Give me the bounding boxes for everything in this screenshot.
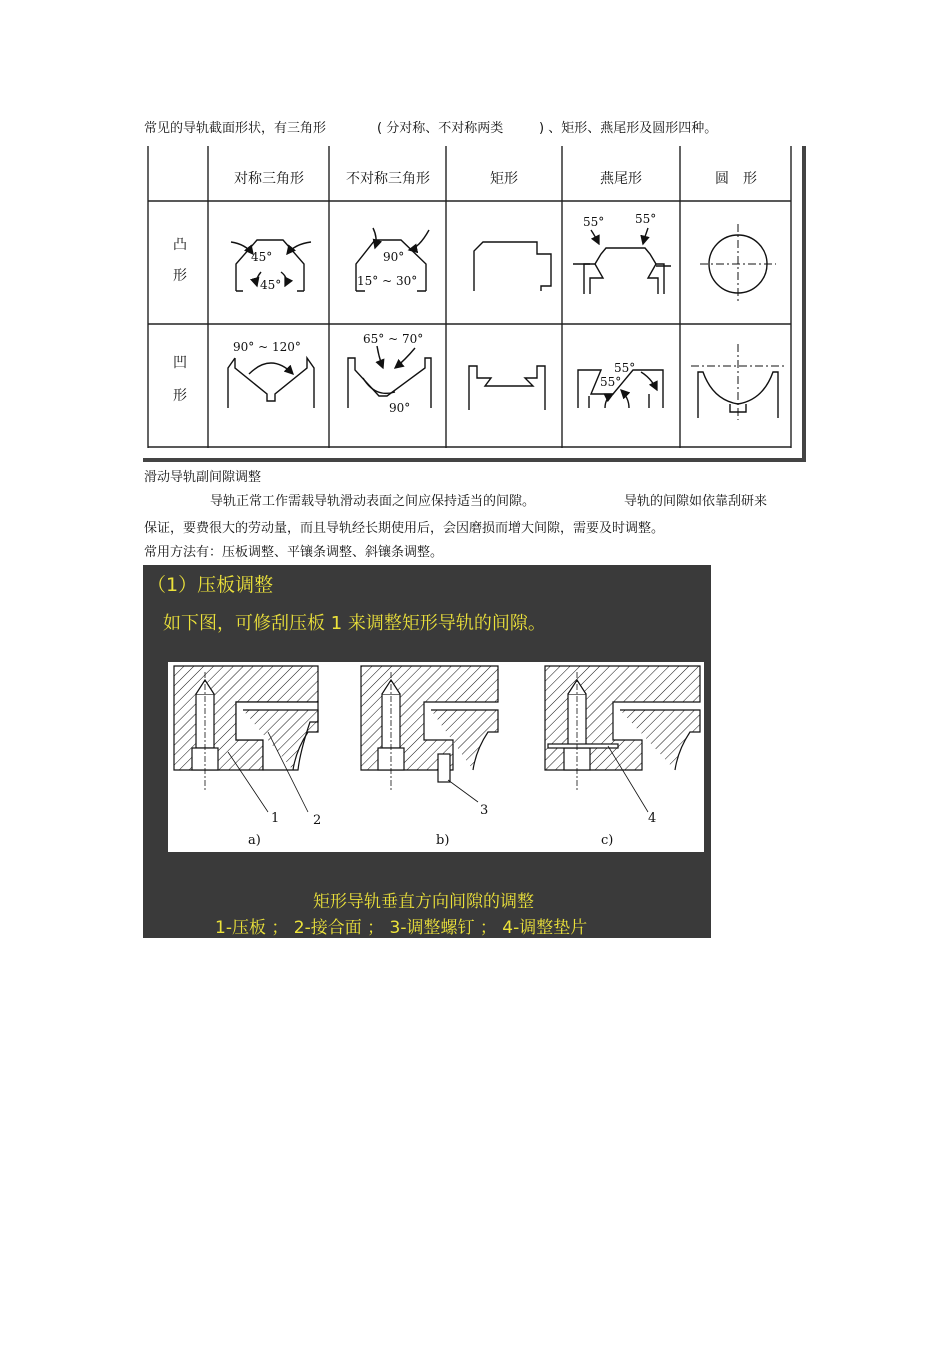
guide-rail-section-table	[143, 146, 806, 462]
row-label-concave-2: 形	[173, 388, 187, 404]
intro-text-2: ( 分对称、不对称两类	[377, 121, 504, 136]
angle-asym-concave-bottom: 90°	[389, 401, 411, 415]
section-table-drawing	[143, 146, 802, 458]
section-methods: 常用方法有：压板调整、平镶条调整、斜镶条调整。	[144, 545, 444, 560]
angle-asym-concave-top: 65° ~ 70°	[363, 332, 424, 346]
section-para-line1a: 导轨正常工作需载导轨滑动表面之间应保持适当的间隙。	[210, 494, 536, 509]
label-1: 1	[271, 811, 280, 826]
angle-sym-convex-top: 45°	[251, 250, 273, 264]
panel-b	[361, 666, 498, 802]
section-para-line2: 保证，要费很大的劳动量，而且导轨经长期使用后，会因磨损而增大间隙，需要及时调整。	[144, 521, 665, 536]
header-circle: 圆 形	[715, 171, 757, 187]
row-label-convex-1: 凸	[173, 237, 187, 253]
angle-sym-convex-bottom: 45°	[260, 278, 282, 292]
slide-title: （1）压板调整	[147, 574, 274, 596]
pressure-plate-drawing	[168, 662, 704, 852]
pressure-plate-slide	[143, 565, 711, 938]
circle-concave-shape	[691, 344, 785, 420]
label-4: 4	[648, 811, 657, 826]
row-label-convex-2: 形	[173, 268, 187, 284]
angle-asym-convex-bottom: 15° ~ 30°	[357, 274, 418, 288]
slide-subtitle: 如下图，可修刮压板 1 来调整矩形导轨的间隙。	[163, 613, 546, 634]
slide-caption-legend: 1-压板 ； 2-接合面 ； 3-调整螺钉 ； 4-调整垫片	[215, 918, 588, 938]
circle-convex-shape	[700, 224, 776, 304]
panel-a	[174, 666, 318, 812]
slide-figure	[168, 662, 704, 852]
row-label-concave-1: 凹	[173, 355, 187, 371]
label-2: 2	[313, 813, 322, 828]
sym-triangle-concave-shape	[228, 358, 314, 408]
caption-b: b)	[436, 833, 450, 848]
header-asym-triangle: 不对称三角形	[346, 171, 430, 187]
dovetail-convex-shape	[573, 228, 671, 294]
intro-text-3: ) 、矩形、燕尾形及圆形四种。	[539, 121, 718, 136]
label-3: 3	[480, 803, 489, 818]
section-heading: 滑动导轨副间隙调整	[144, 470, 262, 485]
rectangle-convex-shape	[474, 242, 551, 291]
asym-triangle-concave-shape	[348, 346, 431, 408]
angle-dovetail-convex-right: 55°	[635, 212, 657, 226]
caption-c: c)	[601, 833, 614, 848]
angle-dovetail-concave-left: 55°	[600, 375, 622, 389]
section-para-line1b: 导轨的间隙如依靠刮研来	[624, 494, 768, 509]
panel-c	[545, 666, 700, 812]
header-rectangle: 矩形	[490, 171, 518, 187]
angle-asym-convex-top: 90°	[383, 250, 405, 264]
header-sym-triangle: 对称三角形	[234, 171, 304, 187]
angle-dovetail-convex-left: 55°	[583, 215, 605, 229]
caption-a: a)	[248, 833, 261, 848]
slide-caption-title: 矩形导轨垂直方向间隙的调整	[313, 892, 534, 912]
angle-dovetail-concave-right: 55°	[614, 361, 636, 375]
intro-text-1: 常见的导轨截面形状，有三角形	[144, 121, 327, 136]
angle-sym-concave: 90° ~ 120°	[233, 340, 301, 354]
header-dovetail: 燕尾形	[600, 171, 642, 187]
rectangle-concave-shape	[469, 366, 545, 410]
